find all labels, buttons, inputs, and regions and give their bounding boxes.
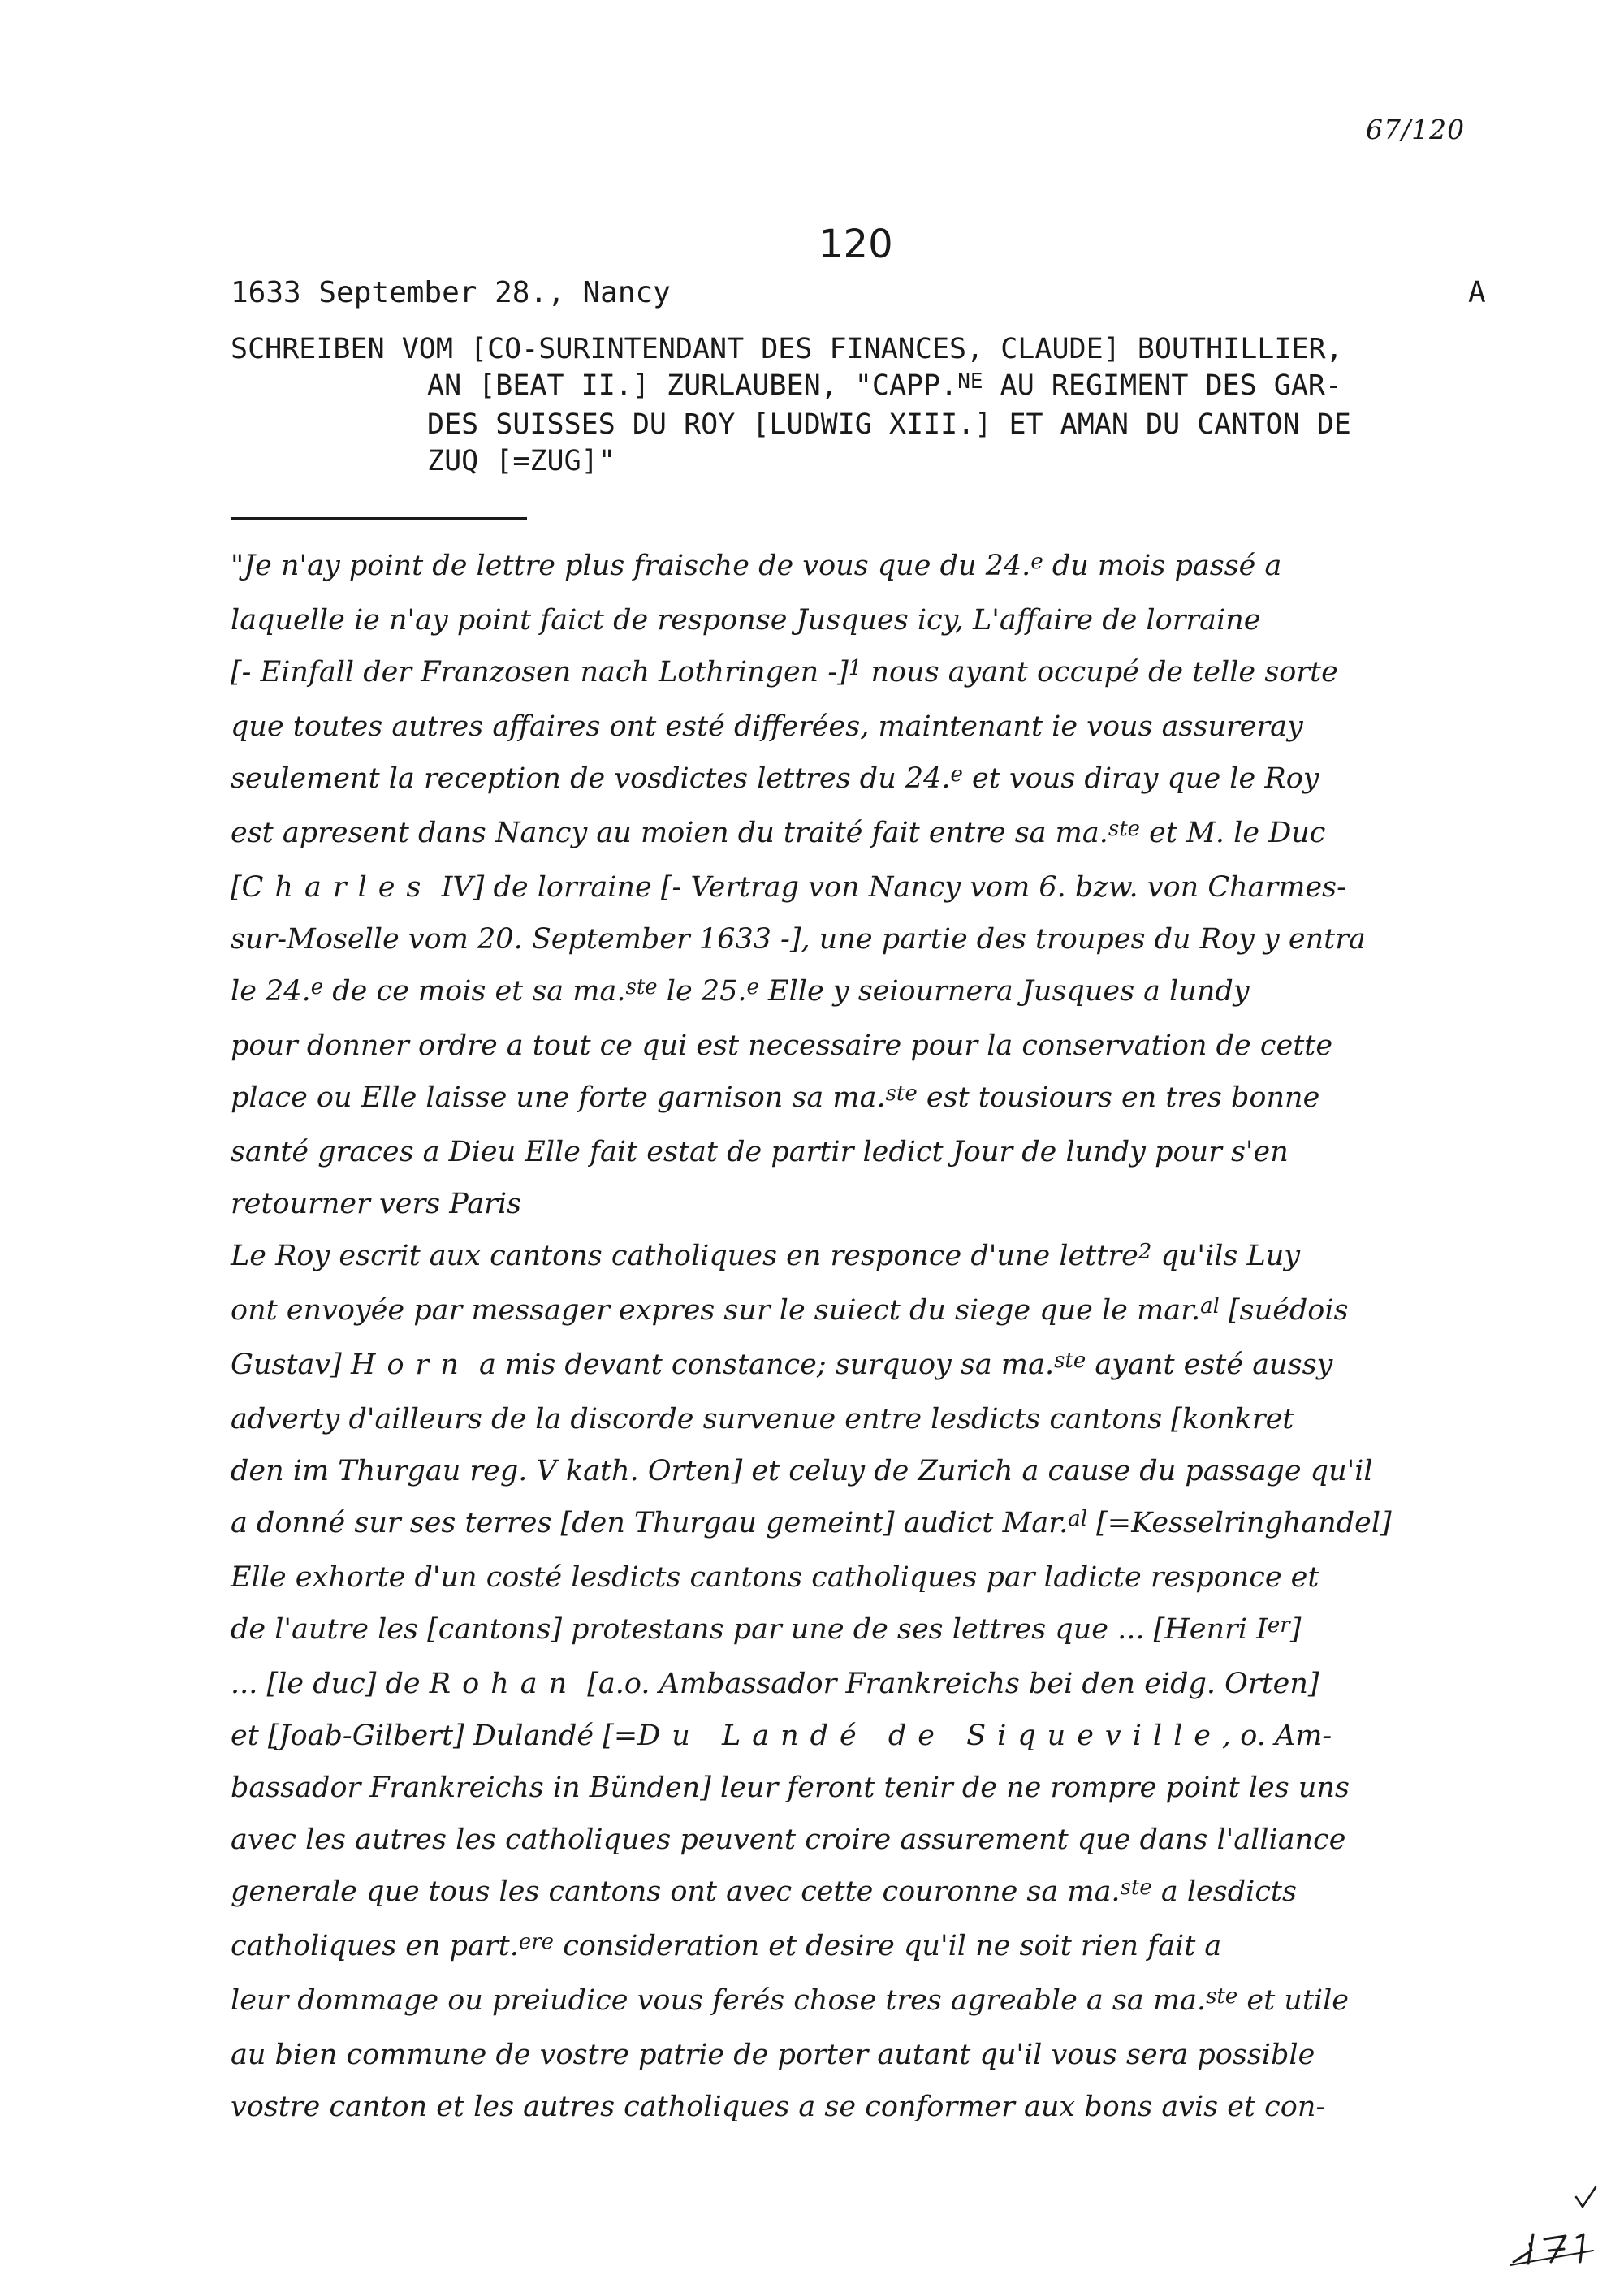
text: [- Einfall der Franzosen nach Lothringen -] bbox=[231, 656, 849, 688]
separator-rule bbox=[231, 517, 527, 520]
superscript: ste bbox=[1120, 1875, 1152, 1900]
text-line bbox=[231, 1339, 1514, 1393]
spaced-name: Du Landé de Siqueville bbox=[637, 1720, 1222, 1752]
checkmark-icon bbox=[1574, 2186, 1598, 2210]
text: leur dommage ou preiudice vous ferés chose tres agreable a sa ma. bbox=[231, 1984, 1207, 2017]
superscript: er bbox=[1267, 1613, 1290, 1638]
text-line bbox=[231, 1710, 1514, 1762]
text-line bbox=[231, 1866, 1514, 1920]
header-line: DES SUISSES DU ROY [LUDWIG XIII.] ET AMAN DU CANTON DE bbox=[427, 408, 1351, 441]
text: catholiques en part. bbox=[231, 1930, 519, 1962]
superscript: e bbox=[310, 975, 324, 999]
text-line: retourner vers Paris bbox=[231, 1188, 521, 1220]
text: a donné sur ses terres [den Thurgau gemeint] audict Mar. bbox=[231, 1507, 1069, 1539]
text-line bbox=[231, 646, 1514, 701]
text: du mois passé a bbox=[1043, 550, 1282, 582]
header-text: AU REGIMENT DES GAR- bbox=[983, 369, 1343, 402]
text-line bbox=[231, 861, 1514, 913]
header-line bbox=[231, 368, 1507, 407]
text: Elle y seiournera Jusques a lundy bbox=[758, 975, 1250, 1008]
text: , o. Am- bbox=[1222, 1720, 1332, 1752]
text-line bbox=[231, 540, 1514, 594]
superscript: ere bbox=[518, 1930, 555, 1954]
text: est apresent dans Nancy au moien du traité fait entre sa ma. bbox=[231, 817, 1108, 849]
text: nous ayant occupé de telle sorte bbox=[862, 656, 1338, 688]
page-reference: 67/120 bbox=[1366, 114, 1466, 145]
superscript: al bbox=[1068, 1507, 1088, 1531]
header-line: ZUQ [=ZUG]" bbox=[427, 445, 615, 477]
letter-body bbox=[231, 540, 1514, 2133]
text-line: Elle exhorte d'un costé lesdicts cantons catholiques par ladicte responce et bbox=[231, 1561, 1320, 1594]
text: et M. le Duc bbox=[1140, 817, 1326, 849]
text: a lesdicts bbox=[1151, 1875, 1297, 1908]
date-place: 1633 September 28., Nancy bbox=[231, 276, 671, 309]
superscript: e bbox=[950, 762, 963, 787]
text-line bbox=[231, 1497, 1514, 1552]
superscript: e bbox=[1030, 550, 1043, 574]
text-line: bassador Frankreichs in Bünden] leur feront tenir de ne rompre point les uns bbox=[231, 1772, 1350, 1804]
text: [ bbox=[231, 871, 242, 904]
text: et vous diray que le Roy bbox=[962, 762, 1320, 795]
text: seulement la reception de vosdictes lettres du 24. bbox=[231, 762, 951, 795]
superscript: NE bbox=[957, 369, 983, 394]
superscript: ste bbox=[1054, 1349, 1086, 1373]
text-line: laquelle ie n'ay point faict de response Jusques icy, L'affaire de lorraine bbox=[231, 604, 1261, 637]
text: Le Roy escrit aux cantons catholiques en responce d'une lettre bbox=[231, 1240, 1138, 1272]
text-line bbox=[231, 1975, 1514, 2029]
text: a mis devant constance; surquoy sa ma. bbox=[469, 1349, 1055, 1381]
text-line: den im Thurgau reg. V kath. Orten] et celuy de Zurich a cause du passage qu'il bbox=[231, 1455, 1373, 1487]
text: place ou Elle laisse une forte garnison sa ma. bbox=[231, 1081, 886, 1114]
text: [a.o. Ambassador Frankreichs bei den eidg. Orten] bbox=[578, 1668, 1320, 1700]
text-line: pour donner ordre a tout ce qui est necessaire pour la conservation de cette bbox=[231, 1029, 1333, 1062]
text-line: au bien commune de vostre patrie de porter autant qu'il vous sera possible bbox=[231, 2039, 1315, 2071]
text: Gustav] bbox=[231, 1349, 351, 1381]
header-text: AN [BEAT II.] ZURLAUBEN, "CAPP. bbox=[427, 369, 958, 402]
text: et utile bbox=[1237, 1984, 1349, 2017]
spaced-name: Horn bbox=[350, 1349, 470, 1381]
text: [suédois bbox=[1219, 1294, 1349, 1327]
handwritten-folio-number bbox=[1509, 2226, 1598, 2268]
text: ayant esté aussy bbox=[1086, 1349, 1333, 1381]
text: le 25. bbox=[657, 975, 747, 1008]
text-line: que toutes autres affaires ont esté differées, maintenant ie vous assureray bbox=[231, 710, 1303, 743]
footnote-ref: 1 bbox=[848, 656, 862, 680]
text-line bbox=[231, 1658, 1514, 1710]
text-line: avec les autres les catholiques peuvent croire assurement que dans l'alliance bbox=[231, 1824, 1346, 1856]
text-line: sur-Moselle vom 20. September 1633 -], une partie des troupes du Roy y entra bbox=[231, 923, 1366, 956]
superscript: al bbox=[1200, 1294, 1220, 1319]
document-number: 120 bbox=[818, 222, 893, 267]
superscript: ste bbox=[625, 975, 658, 999]
text: ... [le duc] de bbox=[231, 1668, 430, 1700]
superscript: ste bbox=[885, 1081, 918, 1106]
text: de ce mois et sa ma. bbox=[323, 975, 626, 1008]
text-line: santé graces a Dieu Elle fait estat de partir ledict Jour de lundy pour s'en bbox=[231, 1136, 1289, 1168]
text: generale que tous les cantons ont avec cette couronne sa ma. bbox=[231, 1875, 1121, 1908]
text-line bbox=[231, 1284, 1514, 1339]
text: [=Kesselringhandel] bbox=[1087, 1507, 1392, 1539]
footnote-ref: 2 bbox=[1138, 1240, 1152, 1264]
superscript: ste bbox=[1206, 1984, 1238, 2009]
text: ont envoyée par messager expres sur le suiect du siege que le mar. bbox=[231, 1294, 1201, 1327]
text-line bbox=[231, 1920, 1514, 1975]
document-header bbox=[231, 331, 1507, 480]
text: qu'ils Luy bbox=[1151, 1240, 1301, 1272]
text-line bbox=[231, 965, 1514, 1020]
document-marker: A bbox=[1468, 276, 1486, 309]
text: ] bbox=[1289, 1613, 1302, 1646]
text-line bbox=[231, 1072, 1514, 1126]
text-line bbox=[231, 807, 1514, 861]
text-line bbox=[231, 753, 1514, 807]
text: IV] de lorraine [- Vertrag von Nancy vom 6. bzw. von Charmes- bbox=[432, 871, 1346, 904]
spaced-name: Charles bbox=[241, 871, 433, 904]
text-line: adverty d'ailleurs de la discorde survenue entre lesdicts cantons [konkret bbox=[231, 1403, 1294, 1435]
text: consideration et desire qu'il ne soit rien fait a bbox=[554, 1930, 1222, 1962]
superscript: ste bbox=[1108, 817, 1141, 841]
text: est tousiours en tres bonne bbox=[917, 1081, 1320, 1114]
text-line bbox=[231, 1604, 1514, 1658]
text: et [Joab-Gilbert] Dulandé [= bbox=[231, 1720, 638, 1752]
spaced-name: Rohan bbox=[429, 1668, 579, 1700]
text: de l'autre les [cantons] protestans par une de ses lettres que ... [Henri I bbox=[231, 1613, 1268, 1646]
text: le 24. bbox=[231, 975, 311, 1008]
superscript: e bbox=[746, 975, 759, 999]
text: "Je n'ay point de lettre plus fraische de vous que du 24. bbox=[231, 550, 1031, 582]
text-line bbox=[231, 1230, 1514, 1284]
text-line: vostre canton et les autres catholiques a se conformer aux bons avis et con- bbox=[231, 2091, 1326, 2123]
header-line: SCHREIBEN VOM [CO-SURINTENDANT DES FINANCES, CLAUDE] BOUTHILLIER, bbox=[231, 333, 1343, 365]
